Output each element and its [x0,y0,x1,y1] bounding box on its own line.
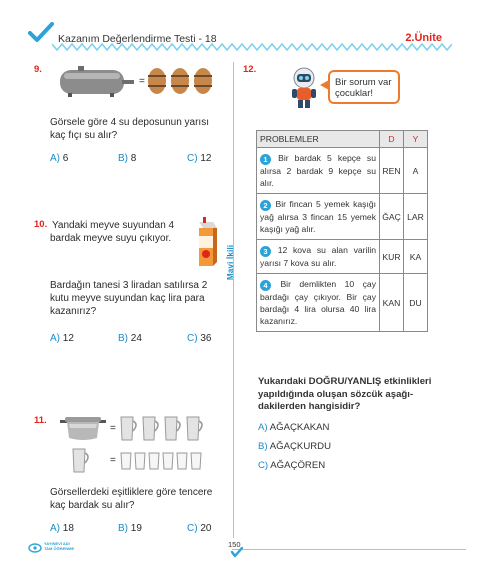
table-row [257,148,428,194]
q10-option-a[interactable]: A) 12 [50,333,74,344]
equals-sign: = [110,455,116,466]
q12-option-c[interactable]: C) AĞAÇÖREN [258,460,326,471]
glasses-icon [120,452,202,470]
equals-sign: = [110,423,116,434]
header-y: Y [404,131,428,148]
cell-y: LAR [404,194,428,240]
cell-y: A [404,148,428,194]
table-header-row [257,131,428,148]
equals-sign: = [139,76,145,87]
row-number-badge: 3 [260,246,271,257]
checkmark-icon [230,546,244,558]
cell-d: KUR [380,240,404,274]
header-problems: PROBLEMLER [257,131,380,148]
problems-table [256,130,428,332]
test-title: Kazanım Değerlendirme Testi - 18 [58,33,217,45]
side-label: Mavi İkili [226,244,235,280]
cell-y: DU [404,274,428,332]
q10-text-line3: Bardağın tanesi 3 liradan satılırsa 2 [50,280,208,291]
speech-bubble [328,70,400,104]
water-tank-icon [58,64,136,98]
problem-text: Bir demlikten 10 çay bardağı çay çıkıyor. Bir çay bardağı 4 lira olursa 40 lira kazanırız. [260,279,376,326]
table-row [257,240,428,274]
column-divider [233,62,234,538]
q10-number: 10. [34,219,48,230]
page-number: 150 [228,540,241,549]
q9-text-line1: Görsele göre 4 su deposunun yarısı [50,117,209,128]
q12-question: Yukarıdaki DOĞRU/YANLIŞ etkinlikleri yapıldığında oluşan sözcük aşağı- dakilerden hangisidir? [258,376,432,412]
robot-icon [288,66,320,110]
problem-text: 12 kova su alan varilin yarısı 7 kova su alır. [260,245,377,268]
speech-line2: çocuklar! [335,88,374,99]
jugs-icon [118,414,208,442]
barrel-icon [148,68,166,94]
q9-option-b[interactable]: B) 8 [118,153,137,164]
q11-text-line2: kaç bardak su alır? [50,500,135,511]
barrels-icon [146,66,216,96]
cell-d: REN [380,148,404,194]
q10-text-line2: bardak meyve suyu çıkıyor. [50,233,172,244]
q10-text-line4: kutu meyve suyundan kaç lira para [50,293,205,304]
footer-line [232,549,466,550]
page-header [0,0,480,54]
row-number-badge: 2 [260,200,271,211]
table-row [257,194,428,240]
q9-option-c[interactable]: C) 12 [187,153,212,164]
q12-option-b[interactable]: B) AĞAÇKURDU [258,441,332,452]
q12-number: 12. [243,64,257,75]
q12-option-a[interactable]: A) AĞAÇKAKAN [258,422,330,433]
problem-text: Bir bardak 5 kepçe su alırsa 2 bardak 9 kepçe su alır. [260,153,376,188]
header-d: D [380,131,404,148]
cell-d: KAN [380,274,404,332]
zigzag-decoration-icon [52,42,452,52]
pot-icon [60,414,106,442]
jug-icon [70,446,94,474]
table-row [257,274,428,332]
q9-text-line2: kaç fıçı su alır? [50,130,118,141]
q10-text-line1: Yandaki meyve suyundan 4 [52,220,175,231]
q11-option-a[interactable]: A) 18 [50,523,74,534]
checkmark-logo-icon [28,22,54,44]
q11-option-b[interactable]: B) 19 [118,523,142,534]
juice-box-icon [194,216,222,268]
cell-d: ĞAÇ [380,194,404,240]
q10-text-line5: kazanırız? [50,306,97,317]
q10-option-b[interactable]: B) 24 [118,333,142,344]
row-number-badge: 4 [260,280,271,291]
speech-line1: Bir sorum var [335,77,392,88]
publisher-logo-icon [28,543,42,553]
unit-label: 2.Ünite [405,32,442,44]
cell-y: KA [404,240,428,274]
q9-option-a[interactable]: A) 6 [50,153,69,164]
q11-number: 11. [34,415,47,426]
q11-option-c[interactable]: C) 20 [187,523,212,534]
q11-text-line1: Görsellerdeki eşitliklere göre tencere [50,487,213,498]
row-number-badge: 1 [260,154,271,165]
q9-number: 9. [34,64,42,75]
q10-option-c[interactable]: C) 36 [187,333,212,344]
problem-text: Bir fincan 5 yemek kaşığı yağ alırsa 3 fincan 15 yemek kaşığı yağ alır. [260,199,376,234]
